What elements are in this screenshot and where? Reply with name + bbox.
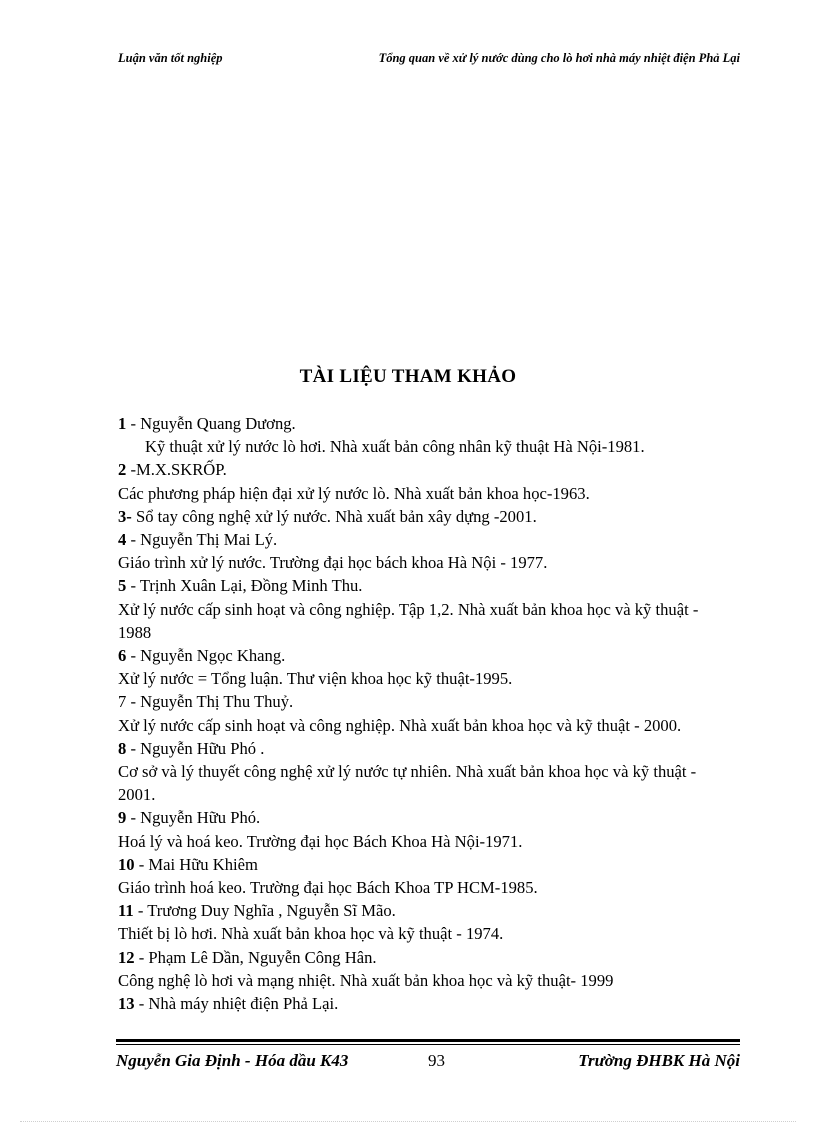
- reference-item-6: [118, 644, 728, 667]
- reference-number: 7: [118, 692, 127, 712]
- reference-author: - Nguyễn Hữu Phó .: [126, 738, 265, 758]
- reference-author: - Nguyễn Thị Thu Thuỷ.: [126, 692, 294, 712]
- footer-rule-thin: [116, 1044, 740, 1045]
- reference-item-1: [118, 412, 728, 435]
- reference-item-8: [118, 737, 728, 760]
- reference-list: [118, 412, 728, 1015]
- reference-title: Hoá lý và hoá keo. Trường đại học Bách Khoa Hà Nội-1971.: [118, 831, 523, 851]
- reference-number: 2: [118, 460, 127, 480]
- reference-author: - Nguyễn Thị Mai Lý.: [126, 530, 278, 550]
- reference-title: Sổ tay công nghệ xử lý nước. Nhà xuất bản xây dựng -2001.: [131, 506, 537, 526]
- running-header: [118, 51, 740, 69]
- reference-author: - Mai Hữu Khiêm: [134, 854, 258, 874]
- reference-number: 13: [118, 994, 135, 1014]
- reference-item-5: [118, 574, 728, 597]
- reference-item-11: [118, 899, 728, 922]
- reference-item-2: [118, 458, 728, 481]
- reference-title: Thiết bị lò hơi. Nhà xuất bản khoa học và kỹ thuật - 1974.: [118, 924, 504, 944]
- reference-author: - Nguyễn Quang Dương.: [126, 414, 296, 433]
- header-thesis-topic: Tổng quan về xử lý nước dùng cho lò hơi nhà máy nhiệt điện Phả Lại: [378, 51, 740, 65]
- reference-title: Xử lý nước cấp sinh hoạt và công nghiệp. Tập 1,2. Nhà xuất bản khoa học và kỹ thuật - 1988: [118, 599, 699, 642]
- reference-title: Xử lý nước cấp sinh hoạt và công nghiệp. Nhà xuất bản khoa học và kỹ thuật - 2000.: [118, 715, 682, 735]
- page-edge-divider: [20, 1121, 796, 1122]
- reference-title: Kỹ thuật xử lý nước lò hơi. Nhà xuất bản công nhân kỹ thuật Hà Nội-1981.: [145, 437, 645, 457]
- reference-number: 5: [118, 576, 127, 596]
- footer-author: Nguyễn Gia Định - Hóa dầu K43: [116, 1051, 349, 1070]
- reference-item-3: [118, 505, 728, 528]
- page-title: TÀI LIỆU THAM KHẢO: [299, 366, 517, 387]
- reference-number: 6: [118, 646, 127, 666]
- header-thesis-label: Luận văn tốt nghiệp: [118, 51, 223, 65]
- reference-item-12: [118, 946, 728, 969]
- reference-title: Cơ sở và lý thuyết công nghệ xử lý nước tự nhiên. Nhà xuất bản khoa học và kỹ thuật - 2001.: [118, 762, 697, 805]
- reference-title: Giáo trình hoá keo. Trường đại học Bách Khoa TP HCM-1985.: [118, 878, 538, 898]
- reference-number: 9: [118, 808, 127, 828]
- reference-number: 11: [118, 901, 134, 921]
- reference-number: 3-: [118, 506, 132, 526]
- reference-number: 10: [118, 854, 135, 874]
- reference-title: Giáo trình xử lý nước. Trường đại học bách khoa Hà Nội - 1977.: [118, 553, 548, 573]
- reference-title: Xử lý nước = Tổng luận. Thư viện khoa học kỹ thuật-1995.: [118, 669, 513, 689]
- reference-item-9: [118, 806, 728, 829]
- reference-author: - Trương Duy Nghĩa , Nguyễn Sĩ Mão.: [133, 901, 396, 921]
- footer-rule-thick: [116, 1039, 740, 1042]
- footer-school: Trường ĐHBK Hà Nội: [578, 1051, 740, 1070]
- reference-number: 12: [118, 947, 135, 967]
- reference-number: 1: [118, 414, 127, 433]
- reference-number: 4: [118, 530, 127, 550]
- reference-item-10: [118, 853, 728, 876]
- reference-author: - Nguyễn Ngọc Khang.: [126, 646, 286, 666]
- reference-title: Công nghệ lò hơi và mạng nhiệt. Nhà xuất bản khoa học và kỹ thuật- 1999: [118, 970, 614, 990]
- reference-author: - Trịnh Xuân Lại, Đồng Minh Thu.: [126, 576, 363, 596]
- reference-item-13: [118, 992, 728, 1015]
- reference-author: - Phạm Lê Dần, Nguyễn Công Hân.: [134, 947, 377, 967]
- reference-author: -M.X.SKRỐP.: [126, 460, 227, 480]
- reference-item-7: [118, 690, 728, 713]
- reference-title: Các phương pháp hiện đại xử lý nước lò. Nhà xuất bản khoa học-1963.: [118, 483, 590, 503]
- reference-author: - Nguyễn Hữu Phó.: [126, 808, 261, 828]
- page-footer: [116, 1051, 740, 1075]
- reference-item-4: [118, 528, 728, 551]
- reference-number: 8: [118, 738, 127, 758]
- reference-author: - Nhà máy nhiệt điện Phả Lại.: [134, 994, 339, 1014]
- page-number: 93: [428, 1051, 445, 1070]
